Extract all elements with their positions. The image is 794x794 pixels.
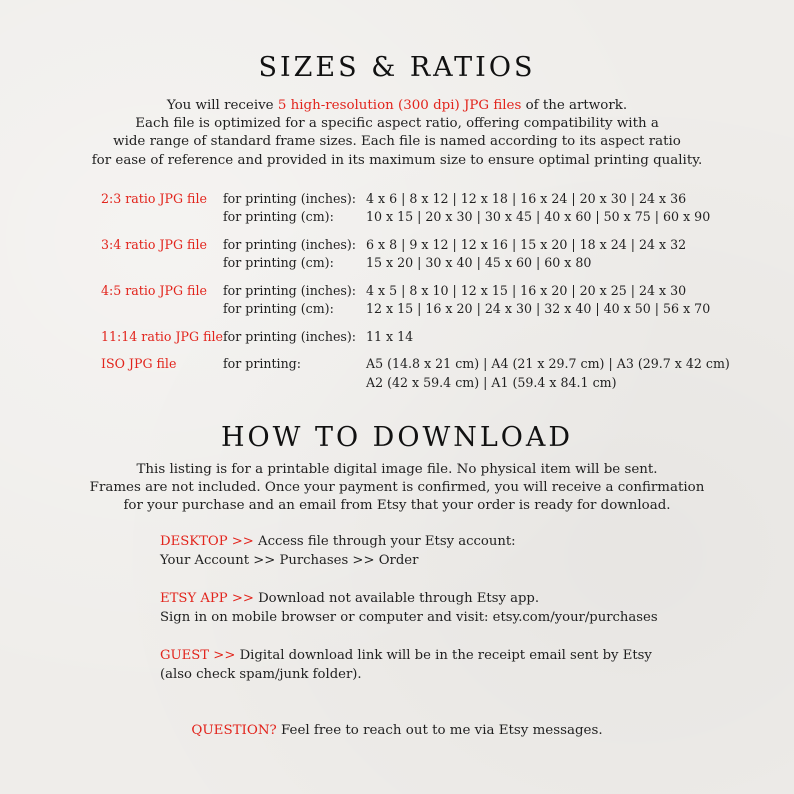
step-text: Access file through your Etsy account:: [253, 534, 516, 549]
sizes-intro-line: Each file is optimized for a specific aspect ratio, offering compatibility with a: [135, 116, 659, 132]
question-note: [0, 723, 794, 738]
size-group-4-5: [101, 282, 730, 318]
row-kind: for printing (inches):: [223, 328, 357, 344]
size-group-label: 11:14 ratio JPG file: [101, 328, 223, 344]
row-values: 4 x 5 | 8 x 10 | 12 x 15 | 16 x 20 | 20 x 25 | 24 x 30: [366, 282, 687, 298]
question-tag: QUESTION?: [191, 723, 277, 738]
step-tag: ETSY APP >>: [160, 591, 254, 606]
step-desktop: [160, 532, 658, 570]
size-group-label: 3:4 ratio JPG file: [101, 236, 207, 252]
sizes-table: [101, 190, 730, 401]
download-intro-line: This listing is for a printable digital image file. No physical item will be sent.: [136, 462, 658, 477]
size-group-3-4: [101, 236, 730, 272]
download-intro-line: for your purchase and an email from Etsy that your order is ready for download.: [123, 498, 671, 514]
size-row: [223, 254, 686, 272]
sizes-intro-line: for ease of reference and provided in its maximum size to ensure optimal printing quality.: [91, 152, 703, 168]
sizes-intro-first-line: [0, 97, 794, 115]
step-text: Download not available through Etsy app.: [253, 591, 540, 606]
row-values: 4 x 6 | 8 x 12 | 12 x 18 | 16 x 24 | 20 x 30 | 24 x 36: [366, 191, 687, 206]
step-text: Your Account >> Purchases >> Order: [160, 553, 419, 568]
row-values: 12 x 15 | 16 x 20 | 24 x 30 | 32 x 40 | 40 x 50 | 56 x 70: [366, 301, 711, 317]
row-values: 15 x 20 | 30 x 40 | 45 x 60 | 60 x 80: [366, 255, 592, 271]
sizes-intro: [0, 97, 794, 170]
step-tag: GUEST >>: [160, 648, 236, 663]
size-row: [223, 208, 710, 226]
size-group-label: 4:5 ratio JPG file: [101, 282, 207, 298]
row-kind: for printing (inches):: [223, 236, 357, 252]
step-etsy-app: [160, 589, 658, 627]
intro-highlight: 5 high-resolution (300 dpi) JPG files: [277, 98, 522, 113]
row-kind: for printing:: [223, 356, 301, 372]
row-kind: for printing (cm):: [223, 301, 334, 317]
intro-lead: You will receive: [166, 98, 278, 113]
step-text: Sign in on mobile browser or computer and visit: etsy.com/your/purchases: [160, 610, 658, 625]
download-steps: [160, 532, 658, 703]
size-row: [223, 355, 730, 373]
row-kind: for printing (inches):: [223, 191, 357, 206]
row-kind: for printing (inches):: [223, 282, 357, 298]
download-title: HOW TO DOWNLOAD: [220, 422, 574, 453]
sizes-intro-line: wide range of standard frame sizes. Each file is named according to its aspect ratio: [113, 134, 681, 150]
row-values: 6 x 8 | 9 x 12 | 12 x 16 | 15 x 20 | 18 x 24 | 24 x 32: [366, 236, 687, 252]
size-row: [223, 374, 730, 392]
intro-tail: of the artwork.: [521, 98, 628, 113]
size-row: [223, 236, 686, 254]
size-row: [223, 190, 710, 208]
row-kind: for printing (cm):: [223, 255, 334, 271]
step-tag: DESKTOP >>: [160, 534, 254, 549]
download-intro-line: Frames are not included. Once your payment is confirmed, you will receive a confirmation: [89, 480, 705, 496]
size-group-iso: [101, 355, 730, 391]
size-group-label: ISO JPG file: [101, 356, 177, 372]
size-row: [223, 300, 710, 318]
size-row: [223, 282, 710, 300]
size-group-11-14: [101, 328, 730, 346]
question-text: Feel free to reach out to me via Etsy messages.: [276, 723, 603, 738]
row-kind: [223, 374, 366, 392]
step-text: (also check spam/junk folder).: [160, 667, 362, 682]
row-values: A2 (42 x 59.4 cm) | A1 (59.4 x 84.1 cm): [366, 374, 617, 390]
size-row: [223, 328, 413, 346]
step-text: Digital download link will be in the receipt email sent by Etsy: [235, 648, 652, 663]
step-guest: [160, 646, 658, 684]
size-group-2-3: [101, 190, 730, 226]
size-group-label: 2:3 ratio JPG file: [101, 191, 207, 206]
download-intro: [0, 461, 794, 516]
row-values: A5 (14.8 x 21 cm) | A4 (21 x 29.7 cm) | A3 (29.7 x 42 cm): [366, 356, 730, 372]
sizes-title: SIZES & RATIOS: [258, 52, 536, 83]
row-values: 11 x 14: [366, 328, 414, 344]
row-values: 10 x 15 | 20 x 30 | 30 x 45 | 40 x 60 | 50 x 75 | 60 x 90: [366, 209, 711, 225]
row-kind: for printing (cm):: [223, 209, 334, 225]
